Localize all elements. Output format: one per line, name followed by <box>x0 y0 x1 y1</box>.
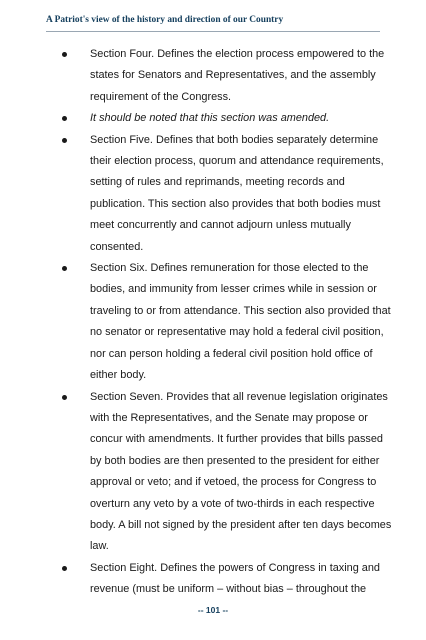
bullet-icon <box>62 52 67 57</box>
header-divider <box>46 31 380 32</box>
list-item-section-four <box>62 44 394 108</box>
list-item-text: It should be noted that this section was amended. <box>90 112 330 125</box>
list-item-amendment-note <box>62 108 394 129</box>
bullet-icon <box>62 116 67 121</box>
bullet-icon <box>62 266 67 271</box>
list-item-text: Section Seven. Provides that all revenue legislation originates with the Representatives, and the Senate may propose or concur with amendments. It further provides that bills passed by both bodies are then presented to the president for either approval or veto; and if vetoed, the process for Congress to overturn any veto by a vote of two-thirds in each respective body. A bill not signed by the president after ten days becomes law. <box>90 390 392 553</box>
running-header: A Patriot's view of the history and direction of our Country <box>46 15 284 25</box>
bullet-icon <box>62 395 67 400</box>
list-item-text: Section Four. Defines the election process empowered to the states for Senators and Representatives, and the assembly requirement of the Congress. <box>90 48 385 103</box>
page-number: -- 101 -- <box>197 605 229 615</box>
page-body <box>62 44 394 601</box>
list-item-section-five <box>62 130 394 258</box>
list-item-section-seven <box>62 387 394 558</box>
list-item-section-six <box>62 258 394 386</box>
list-item-text: Section Five. Defines that both bodies separately determine their election process, quorum and attendance requirements, setting of rules and reprimands, meeting records and publication. This section also provides that both bodies must meet concurrently and cannot adjourn unless mutually consented. <box>90 133 384 253</box>
bullet-icon <box>62 138 67 143</box>
list-item-section-eight <box>62 558 394 601</box>
list-item-text: Section Eight. Defines the powers of Congress in taxing and revenue (must be uniform – without bias – throughout the <box>90 561 380 596</box>
list-item-text: Section Six. Defines remuneration for those elected to the bodies, and immunity from lesser crimes while in session or traveling to or from attendance. This section also provided that no senator or representative may hold a federal civil position, nor can person holding a federal civil position hold office of either body. <box>90 262 391 382</box>
bullet-icon <box>62 566 67 571</box>
